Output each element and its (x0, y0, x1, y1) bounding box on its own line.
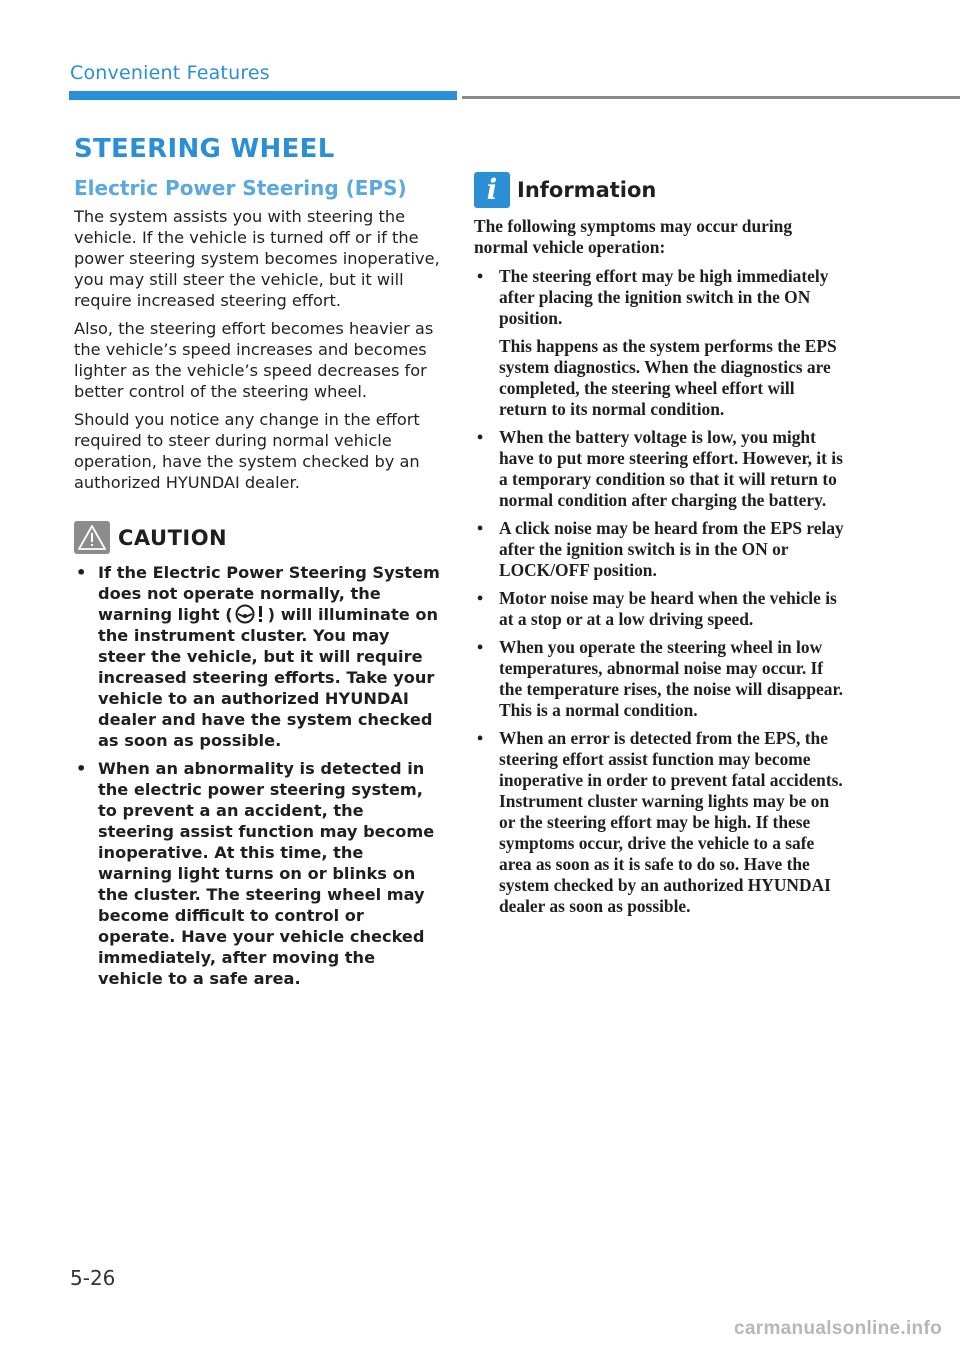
header-rule (462, 96, 960, 99)
bullet: • (477, 637, 484, 657)
section-title: STEERING WHEEL (74, 134, 335, 164)
eps-warning-light-icon (234, 604, 267, 624)
bullet: • (477, 518, 484, 538)
information-item (474, 266, 844, 420)
bullet: • (76, 563, 87, 582)
information-item-text: When the battery voltage is low, you might have to put more steering effort. However, it is a temporary condition so that it will return to normal condition after charging the battery. (499, 427, 843, 510)
caution-list (74, 562, 440, 989)
information-item (474, 588, 844, 630)
caution-item (74, 758, 440, 989)
section-subtitle: Electric Power Steering (EPS) (74, 176, 407, 200)
right-column (474, 172, 844, 924)
info-icon: i (474, 172, 510, 208)
caution-label: CAUTION (118, 525, 228, 550)
warning-triangle-icon (77, 523, 107, 552)
information-item-text: When you operate the steering wheel in low temperatures, abnormal noise may occur. If the temperature rises, the noise will disappear. This is a normal condition. (499, 637, 843, 720)
body-paragraph: The system assists you with steering the vehicle. If the vehicle is turned off or if the power steering system becomes inoperative, you may still steer the vehicle, but it will require increased steering effort. (74, 207, 440, 310)
bullet: • (477, 266, 484, 286)
information-intro: The following symptoms may occur during normal vehicle operation: (474, 216, 793, 257)
caution-item-text-end: ) will illuminate on the instrument cluster. You may steer the vehicle, but it will require increased steering efforts. Take your vehicle to an authorized HYUNDAI dealer and have the system checked as soon as possible. (98, 605, 438, 750)
information-item-text: A click noise may be heard from the EPS relay after the ignition switch is in the ON or LOCK/OFF position. (499, 518, 844, 580)
information-item-text: The steering effort may be high immediately after placing the ignition switch in the ON position. (499, 266, 829, 328)
watermark: carmanualsonline.info (734, 1318, 942, 1339)
information-item (474, 518, 844, 581)
header-accent-bar (69, 91, 457, 100)
body-paragraph: Also, the steering effort becomes heavier as the vehicle’s speed increases and becomes lighter as the vehicle’s speed decreases for better control of the steering wheel. (74, 319, 434, 401)
information-item (474, 427, 844, 511)
information-item (474, 728, 844, 917)
bullet: • (477, 588, 484, 608)
information-item-note: This happens as the system performs the EPS system diagnostics. When the diagnostics are completed, the steering wheel effort will return to its normal condition. (499, 336, 837, 419)
body-paragraph: Should you notice any change in the effort required to steer during normal vehicle operation, have the system checked by an authorized HYUNDAI dealer. (74, 410, 420, 492)
information-label: Information (517, 178, 657, 202)
caution-header (74, 521, 440, 554)
information-item-text: When an error is detected from the EPS, the steering effort assist function may become inoperative in order to prevent fatal accidents. Instrument cluster warning lights may be on or the steering effort may be high. If these symptoms occur, drive the vehicle to a safe area as soon as it is safe to do so. Have the system checked by an authorized HYUNDAI dealer as soon as possible. (499, 728, 843, 916)
page-number: 5-26 (70, 1266, 116, 1290)
information-header (474, 172, 844, 208)
left-column (74, 134, 440, 996)
caution-item (74, 562, 440, 751)
bullet: • (76, 759, 87, 778)
caution-item-text: When an abnormality is detected in the electric power steering system, to prevent a an accident, the steering assist function may become inoperative. At this time, the warning light turns on or blinks on the cluster. The steering wheel may become difficult to control or operate. Have your vehicle checked immediately, after moving the vehicle to a safe area. (98, 759, 435, 988)
information-item-text: Motor noise may be heard when the vehicle is at a stop or at a low driving speed. (499, 588, 837, 629)
bullet: • (477, 728, 484, 748)
header-title: Convenient Features (70, 62, 270, 84)
caution-item-text-start: If the Electric Power Steering System does not operate normally, the warning light ( (98, 563, 440, 624)
caution-badge (74, 521, 110, 554)
information-list (474, 266, 844, 917)
information-item (474, 637, 844, 721)
bullet: • (477, 427, 484, 447)
